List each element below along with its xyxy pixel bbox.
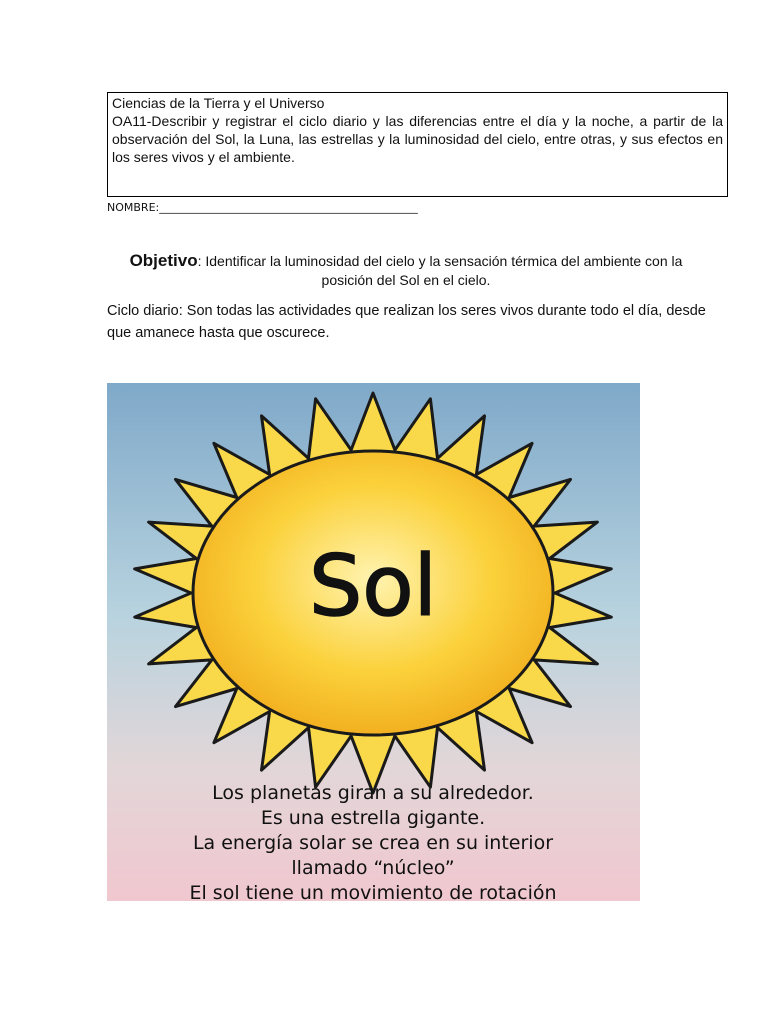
- learning-objective-text: OA11-Describir y registrar el ciclo diario y las diferencias entre el día y la noche, a partir de la observación del Sol, la Luna, las estrellas y la luminosidad del cielo, entre otras, y sus efectos en los seres vivos y el ambiente.: [112, 113, 723, 165]
- daily-cycle-definition: Ciclo diario: Son todas las actividades que realizan los seres vivos durante todo el día, desde que amanece hasta que oscurece.: [107, 303, 706, 341]
- name-field-label: NOMBRE:_______________________________________________: [107, 201, 418, 214]
- sun-illustration: [107, 383, 640, 901]
- objective-text: : Identificar la luminosidad del cielo y la sensación térmica del ambiente con la posición del Sol en el cielo.: [197, 253, 683, 288]
- caption-line-4: llamado “núcleo”: [291, 857, 455, 879]
- subject-title: Ciencias de la Tierra y el Universo: [112, 95, 325, 111]
- caption-line-1: Los planetas giran a su alrededor.: [212, 782, 534, 804]
- caption-line-5: El sol tiene un movimiento de rotación: [189, 882, 557, 901]
- caption-line-2: Es una estrella gigante.: [260, 807, 486, 829]
- objective-paragraph: [107, 251, 705, 290]
- sun-title: Sol: [308, 537, 438, 635]
- objective-label: Objetivo: [129, 251, 198, 270]
- caption-line-3: La energía solar se crea en su interior: [192, 832, 554, 854]
- sun-illustration-svg: [107, 383, 640, 901]
- subject-header-box: [107, 92, 728, 197]
